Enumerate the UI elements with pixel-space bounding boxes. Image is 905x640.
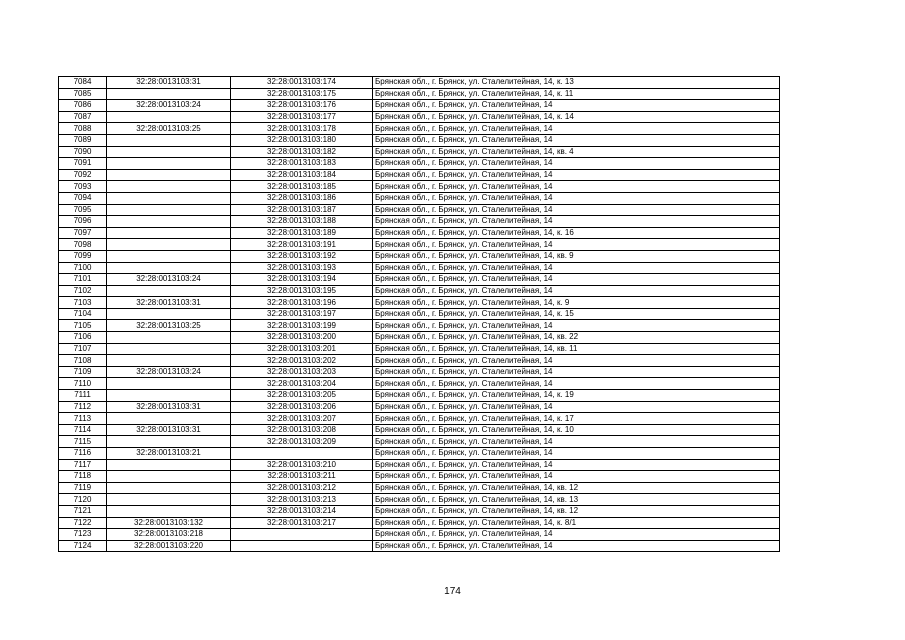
parent-cadastral-cell <box>107 471 231 483</box>
address-cell: Брянская обл., г. Брянск, ул. Сталелитейная, 14 <box>373 192 780 204</box>
parent-cadastral-cell <box>107 204 231 216</box>
row-number-cell: 7107 <box>59 343 107 355</box>
address-cell: Брянская обл., г. Брянск, ул. Сталелитейная, 14 <box>373 181 780 193</box>
table-row <box>59 529 780 541</box>
cadastral-number-cell: 32:28:0013103:197 <box>231 308 373 320</box>
address-cell: Брянская обл., г. Брянск, ул. Сталелитейная, 14 <box>373 436 780 448</box>
table-row <box>59 413 780 425</box>
parent-cadastral-cell: 32:28:0013103:24 <box>107 366 231 378</box>
table-row <box>59 494 780 506</box>
parent-cadastral-cell: 32:28:0013103:220 <box>107 540 231 552</box>
cadastral-number-cell: 32:28:0013103:196 <box>231 297 373 309</box>
parent-cadastral-cell <box>107 134 231 146</box>
address-cell: Брянская обл., г. Брянск, ул. Сталелитейная, 14 <box>373 401 780 413</box>
parent-cadastral-cell <box>107 146 231 158</box>
parent-cadastral-cell <box>107 181 231 193</box>
row-number-cell: 7089 <box>59 134 107 146</box>
address-cell: Брянская обл., г. Брянск, ул. Сталелитейная, 14 <box>373 285 780 297</box>
table-row <box>59 482 780 494</box>
row-number-cell: 7090 <box>59 146 107 158</box>
cadastral-number-cell: 32:28:0013103:208 <box>231 424 373 436</box>
row-number-cell: 7087 <box>59 111 107 123</box>
registry-table-body <box>59 77 780 552</box>
cadastral-number-cell: 32:28:0013103:183 <box>231 158 373 170</box>
row-number-cell: 7103 <box>59 297 107 309</box>
parent-cadastral-cell: 32:28:0013103:31 <box>107 297 231 309</box>
cadastral-number-cell: 32:28:0013103:201 <box>231 343 373 355</box>
row-number-cell: 7101 <box>59 274 107 286</box>
table-row <box>59 471 780 483</box>
address-cell: Брянская обл., г. Брянск, ул. Сталелитейная, 14 <box>373 471 780 483</box>
row-number-cell: 7092 <box>59 169 107 181</box>
address-cell: Брянская обл., г. Брянск, ул. Сталелитейная, 14, к. 14 <box>373 111 780 123</box>
row-number-cell: 7104 <box>59 308 107 320</box>
table-row <box>59 390 780 402</box>
address-cell: Брянская обл., г. Брянск, ул. Сталелитейная, 14 <box>373 320 780 332</box>
parent-cadastral-cell <box>107 482 231 494</box>
table-row <box>59 517 780 529</box>
address-cell: Брянская обл., г. Брянск, ул. Сталелитейная, 14, к. 10 <box>373 424 780 436</box>
cadastral-number-cell: 32:28:0013103:205 <box>231 390 373 402</box>
cadastral-number-cell: 32:28:0013103:212 <box>231 482 373 494</box>
address-cell: Брянская обл., г. Брянск, ул. Сталелитейная, 14, к. 19 <box>373 390 780 402</box>
table-row <box>59 448 780 460</box>
table-row <box>59 123 780 135</box>
cadastral-number-cell: 32:28:0013103:185 <box>231 181 373 193</box>
table-row <box>59 146 780 158</box>
row-number-cell: 7096 <box>59 216 107 228</box>
address-cell: Брянская обл., г. Брянск, ул. Сталелитейная, 14, кв. 12 <box>373 482 780 494</box>
table-row <box>59 320 780 332</box>
parent-cadastral-cell <box>107 343 231 355</box>
parent-cadastral-cell: 32:28:0013103:132 <box>107 517 231 529</box>
parent-cadastral-cell: 32:28:0013103:24 <box>107 274 231 286</box>
address-cell: Брянская обл., г. Брянск, ул. Сталелитейная, 14, к. 17 <box>373 413 780 425</box>
parent-cadastral-cell <box>107 262 231 274</box>
parent-cadastral-cell <box>107 285 231 297</box>
parent-cadastral-cell: 32:28:0013103:25 <box>107 123 231 135</box>
parent-cadastral-cell: 32:28:0013103:31 <box>107 424 231 436</box>
row-number-cell: 7116 <box>59 448 107 460</box>
address-cell: Брянская обл., г. Брянск, ул. Сталелитейная, 14 <box>373 204 780 216</box>
cadastral-number-cell: 32:28:0013103:214 <box>231 505 373 517</box>
address-cell: Брянская обл., г. Брянск, ул. Сталелитейная, 14, к. 16 <box>373 227 780 239</box>
table-row <box>59 262 780 274</box>
table-row <box>59 134 780 146</box>
parent-cadastral-cell <box>107 308 231 320</box>
table-row <box>59 424 780 436</box>
row-number-cell: 7120 <box>59 494 107 506</box>
registry-table <box>58 76 780 552</box>
address-cell: Брянская обл., г. Брянск, ул. Сталелитейная, 14, кв. 9 <box>373 250 780 262</box>
table-row <box>59 88 780 100</box>
table-row <box>59 436 780 448</box>
cadastral-number-cell: 32:28:0013103:176 <box>231 100 373 112</box>
parent-cadastral-cell <box>107 459 231 471</box>
parent-cadastral-cell: 32:28:0013103:21 <box>107 448 231 460</box>
cadastral-number-cell: 32:28:0013103:209 <box>231 436 373 448</box>
parent-cadastral-cell <box>107 355 231 367</box>
address-cell: Брянская обл., г. Брянск, ул. Сталелитейная, 14, кв. 11 <box>373 343 780 355</box>
cadastral-number-cell: 32:28:0013103:194 <box>231 274 373 286</box>
cadastral-number-cell: 32:28:0013103:217 <box>231 517 373 529</box>
address-cell: Брянская обл., г. Брянск, ул. Сталелитейная, 14 <box>373 262 780 274</box>
row-number-cell: 7091 <box>59 158 107 170</box>
table-row <box>59 540 780 552</box>
cadastral-number-cell: 32:28:0013103:184 <box>231 169 373 181</box>
parent-cadastral-cell <box>107 378 231 390</box>
parent-cadastral-cell: 32:28:0013103:31 <box>107 77 231 89</box>
row-number-cell: 7111 <box>59 390 107 402</box>
cadastral-number-cell: 32:28:0013103:202 <box>231 355 373 367</box>
table-row <box>59 505 780 517</box>
parent-cadastral-cell <box>107 88 231 100</box>
table-row <box>59 332 780 344</box>
cadastral-number-cell: 32:28:0013103:207 <box>231 413 373 425</box>
parent-cadastral-cell <box>107 413 231 425</box>
table-row <box>59 239 780 251</box>
table-row <box>59 250 780 262</box>
table-row <box>59 158 780 170</box>
row-number-cell: 7093 <box>59 181 107 193</box>
address-cell: Брянская обл., г. Брянск, ул. Сталелитейная, 14 <box>373 378 780 390</box>
table-row <box>59 192 780 204</box>
table-row <box>59 343 780 355</box>
parent-cadastral-cell <box>107 505 231 517</box>
row-number-cell: 7118 <box>59 471 107 483</box>
address-cell: Брянская обл., г. Брянск, ул. Сталелитейная, 14, к. 11 <box>373 88 780 100</box>
row-number-cell: 7105 <box>59 320 107 332</box>
table-row <box>59 181 780 193</box>
row-number-cell: 7097 <box>59 227 107 239</box>
cadastral-number-cell: 32:28:0013103:203 <box>231 366 373 378</box>
parent-cadastral-cell: 32:28:0013103:218 <box>107 529 231 541</box>
table-row <box>59 297 780 309</box>
row-number-cell: 7085 <box>59 88 107 100</box>
row-number-cell: 7109 <box>59 366 107 378</box>
address-cell: Брянская обл., г. Брянск, ул. Сталелитейная, 14 <box>373 274 780 286</box>
cadastral-number-cell: 32:28:0013103:192 <box>231 250 373 262</box>
cadastral-number-cell: 32:28:0013103:193 <box>231 262 373 274</box>
cadastral-number-cell: 32:28:0013103:195 <box>231 285 373 297</box>
table-row <box>59 366 780 378</box>
cadastral-number-cell: 32:28:0013103:213 <box>231 494 373 506</box>
parent-cadastral-cell <box>107 436 231 448</box>
row-number-cell: 7114 <box>59 424 107 436</box>
cadastral-number-cell: 32:28:0013103:180 <box>231 134 373 146</box>
parent-cadastral-cell <box>107 192 231 204</box>
cadastral-number-cell: 32:28:0013103:175 <box>231 88 373 100</box>
address-cell: Брянская обл., г. Брянск, ул. Сталелитейная, 14, кв. 4 <box>373 146 780 158</box>
cadastral-number-cell: 32:28:0013103:177 <box>231 111 373 123</box>
table-row <box>59 355 780 367</box>
address-cell: Брянская обл., г. Брянск, ул. Сталелитейная, 14, к. 15 <box>373 308 780 320</box>
parent-cadastral-cell <box>107 169 231 181</box>
row-number-cell: 7106 <box>59 332 107 344</box>
cadastral-number-cell: 32:28:0013103:206 <box>231 401 373 413</box>
cadastral-number-cell: 32:28:0013103:199 <box>231 320 373 332</box>
cadastral-number-cell: 32:28:0013103:191 <box>231 239 373 251</box>
table-row <box>59 216 780 228</box>
cadastral-number-cell: 32:28:0013103:204 <box>231 378 373 390</box>
address-cell: Брянская обл., г. Брянск, ул. Сталелитейная, 14 <box>373 239 780 251</box>
address-cell: Брянская обл., г. Брянск, ул. Сталелитейная, 14 <box>373 100 780 112</box>
parent-cadastral-cell <box>107 111 231 123</box>
cadastral-number-cell: 32:28:0013103:186 <box>231 192 373 204</box>
row-number-cell: 7098 <box>59 239 107 251</box>
parent-cadastral-cell <box>107 158 231 170</box>
table-row <box>59 100 780 112</box>
row-number-cell: 7102 <box>59 285 107 297</box>
table-row <box>59 459 780 471</box>
address-cell: Брянская обл., г. Брянск, ул. Сталелитейная, 14, кв. 12 <box>373 505 780 517</box>
row-number-cell: 7124 <box>59 540 107 552</box>
parent-cadastral-cell <box>107 332 231 344</box>
cadastral-number-cell <box>231 448 373 460</box>
row-number-cell: 7088 <box>59 123 107 135</box>
cadastral-number-cell: 32:28:0013103:182 <box>231 146 373 158</box>
table-row <box>59 111 780 123</box>
cadastral-number-cell <box>231 529 373 541</box>
row-number-cell: 7119 <box>59 482 107 494</box>
address-cell: Брянская обл., г. Брянск, ул. Сталелитейная, 14 <box>373 448 780 460</box>
row-number-cell: 7113 <box>59 413 107 425</box>
address-cell: Брянская обл., г. Брянск, ул. Сталелитейная, 14 <box>373 459 780 471</box>
address-cell: Брянская обл., г. Брянск, ул. Сталелитейная, 14 <box>373 366 780 378</box>
cadastral-number-cell <box>231 540 373 552</box>
address-cell: Брянская обл., г. Брянск, ул. Сталелитейная, 14, к. 9 <box>373 297 780 309</box>
table-row <box>59 308 780 320</box>
parent-cadastral-cell <box>107 216 231 228</box>
row-number-cell: 7112 <box>59 401 107 413</box>
table-row <box>59 401 780 413</box>
table-row <box>59 227 780 239</box>
row-number-cell: 7095 <box>59 204 107 216</box>
address-cell: Брянская обл., г. Брянск, ул. Сталелитейная, 14 <box>373 123 780 135</box>
table-row <box>59 274 780 286</box>
row-number-cell: 7110 <box>59 378 107 390</box>
parent-cadastral-cell: 32:28:0013103:24 <box>107 100 231 112</box>
row-number-cell: 7121 <box>59 505 107 517</box>
address-cell: Брянская обл., г. Брянск, ул. Сталелитейная, 14, кв. 22 <box>373 332 780 344</box>
cadastral-number-cell: 32:28:0013103:189 <box>231 227 373 239</box>
address-cell: Брянская обл., г. Брянск, ул. Сталелитейная, 14, к. 8/1 <box>373 517 780 529</box>
row-number-cell: 7100 <box>59 262 107 274</box>
address-cell: Брянская обл., г. Брянск, ул. Сталелитейная, 14 <box>373 540 780 552</box>
row-number-cell: 7122 <box>59 517 107 529</box>
address-cell: Брянская обл., г. Брянск, ул. Сталелитейная, 14, кв. 13 <box>373 494 780 506</box>
parent-cadastral-cell <box>107 227 231 239</box>
address-cell: Брянская обл., г. Брянск, ул. Сталелитейная, 14 <box>373 529 780 541</box>
row-number-cell: 7086 <box>59 100 107 112</box>
row-number-cell: 7099 <box>59 250 107 262</box>
row-number-cell: 7115 <box>59 436 107 448</box>
address-cell: Брянская обл., г. Брянск, ул. Сталелитейная, 14 <box>373 158 780 170</box>
parent-cadastral-cell <box>107 250 231 262</box>
cadastral-number-cell: 32:28:0013103:174 <box>231 77 373 89</box>
parent-cadastral-cell: 32:28:0013103:31 <box>107 401 231 413</box>
page-number: 174 <box>444 586 461 597</box>
cadastral-number-cell: 32:28:0013103:187 <box>231 204 373 216</box>
address-cell: Брянская обл., г. Брянск, ул. Сталелитейная, 14 <box>373 134 780 146</box>
table-row <box>59 378 780 390</box>
table-row <box>59 285 780 297</box>
cadastral-number-cell: 32:28:0013103:210 <box>231 459 373 471</box>
cadastral-number-cell: 32:28:0013103:188 <box>231 216 373 228</box>
row-number-cell: 7094 <box>59 192 107 204</box>
parent-cadastral-cell <box>107 390 231 402</box>
address-cell: Брянская обл., г. Брянск, ул. Сталелитейная, 14 <box>373 355 780 367</box>
cadastral-number-cell: 32:28:0013103:211 <box>231 471 373 483</box>
table-row <box>59 77 780 89</box>
address-cell: Брянская обл., г. Брянск, ул. Сталелитейная, 14 <box>373 169 780 181</box>
cadastral-number-cell: 32:28:0013103:200 <box>231 332 373 344</box>
cadastral-number-cell: 32:28:0013103:178 <box>231 123 373 135</box>
table-row <box>59 204 780 216</box>
parent-cadastral-cell <box>107 494 231 506</box>
row-number-cell: 7117 <box>59 459 107 471</box>
parent-cadastral-cell: 32:28:0013103:25 <box>107 320 231 332</box>
table-row <box>59 169 780 181</box>
address-cell: Брянская обл., г. Брянск, ул. Сталелитейная, 14, к. 13 <box>373 77 780 89</box>
row-number-cell: 7108 <box>59 355 107 367</box>
parent-cadastral-cell <box>107 239 231 251</box>
row-number-cell: 7084 <box>59 77 107 89</box>
address-cell: Брянская обл., г. Брянск, ул. Сталелитейная, 14 <box>373 216 780 228</box>
row-number-cell: 7123 <box>59 529 107 541</box>
